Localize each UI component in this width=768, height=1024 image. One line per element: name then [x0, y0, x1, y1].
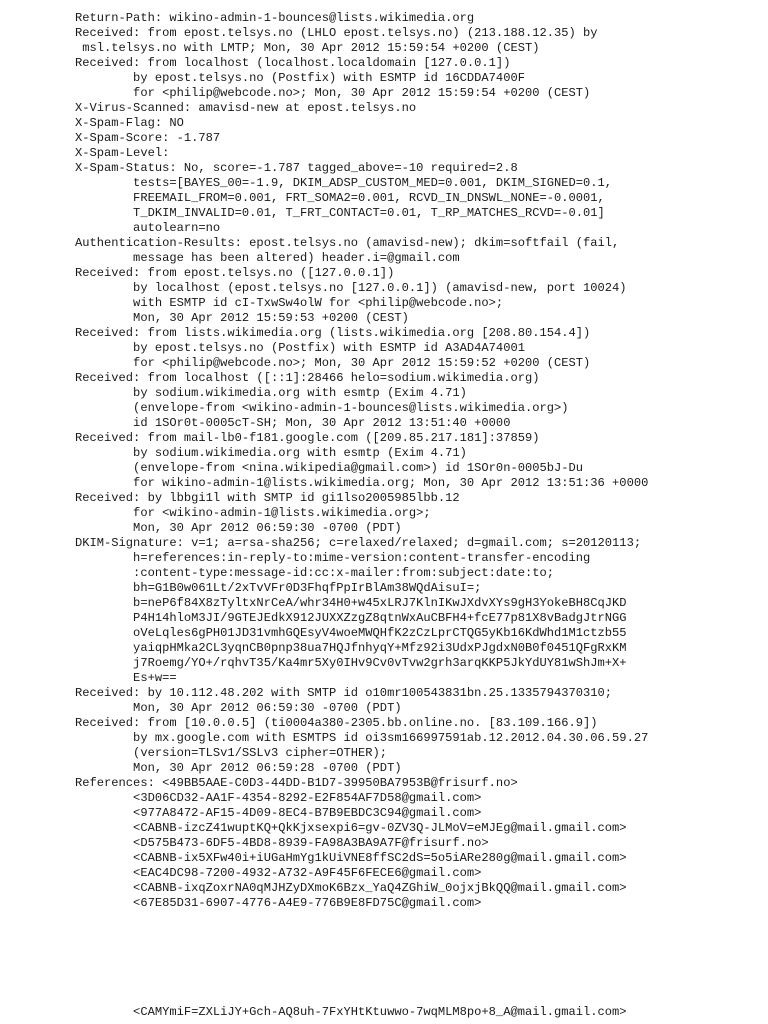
header-line: <EAC4DC98-7200-4932-A732-A9F45F6FECE6@gmail.com> — [75, 866, 482, 880]
header-line: bh=G1B0w061Lt/2xTvVFr0D3FhqfPpIrBlAm38WQdAisuI=; — [75, 581, 482, 595]
header-line: References: <49BB5AAE-C0D3-44DD-B1D7-39950BA7953B@frisurf.no> — [75, 776, 518, 790]
header-line: :content-type:message-id:cc:x-mailer:from:subject:date:to; — [75, 566, 554, 580]
header-line: Received: from epost.telsys.no ([127.0.0.1]) — [75, 266, 395, 280]
header-line: Authentication-Results: epost.telsys.no (amavisd-new); dkim=softfail (fail, — [75, 236, 620, 250]
header-line: Mon, 30 Apr 2012 15:59:53 +0200 (CEST) — [75, 311, 409, 325]
header-line: by mx.google.com with ESMTPS id oi3sm166997591ab.12.2012.04.30.06.59.27 — [75, 731, 649, 745]
header-line: id 1SOr0t-0005cT-SH; Mon, 30 Apr 2012 13:51:40 +0000 — [75, 416, 511, 430]
header-line: Received: from lists.wikimedia.org (lists.wikimedia.org [208.80.154.4]) — [75, 326, 591, 340]
header-line: Es+w== — [75, 671, 177, 685]
header-line: msl.telsys.no with LMTP; Mon, 30 Apr 2012 15:59:54 +0200 (CEST) — [75, 41, 540, 55]
header-line: X-Spam-Level: — [75, 146, 170, 160]
header-line: P4H14hloM3JI/9GTEJEdkX912JUXXZzgZ8qtnWxAuCBFH4+fcE77p81X8vBadgJtrNGG — [75, 611, 627, 625]
header-line: X-Spam-Status: No, score=-1.787 tagged_above=-10 required=2.8 — [75, 161, 518, 175]
header-line: FREEMAIL_FROM=0.001, FRT_SOMA2=0.001, RCVD_IN_DNSWL_NONE=-0.0001, — [75, 191, 605, 205]
header-line: j7Roemg/YO+/rqhvT35/Ka4mr5Xy0IHv9Cv0vTvw2grh3arqKKP5JkYdUY81wShJm+X+ — [75, 656, 627, 670]
header-line: for <wikino-admin-1@lists.wikimedia.org>; — [75, 506, 431, 520]
header-line: for <philip@webcode.no>; Mon, 30 Apr 2012 15:59:54 +0200 (CEST) — [75, 86, 591, 100]
header-line: for <philip@webcode.no>; Mon, 30 Apr 2012 15:59:52 +0200 (CEST) — [75, 356, 591, 370]
header-line: Received: from localhost ([::1]:28466 helo=sodium.wikimedia.org) — [75, 371, 540, 385]
header-line: Mon, 30 Apr 2012 06:59:28 -0700 (PDT) — [75, 761, 402, 775]
header-line: for wikino-admin-1@lists.wikimedia.org; Mon, 30 Apr 2012 13:51:36 +0000 — [75, 476, 649, 490]
header-line: by localhost (epost.telsys.no [127.0.0.1]) (amavisd-new, port 10024) — [75, 281, 627, 295]
header-line: <CABNB-ixqZoxrNA0qMJHZyDXmoK6Bzx_YaQ4ZGhiW_0ojxjBkQQ@mail.gmail.com> — [75, 881, 627, 895]
header-line: (version=TLSv1/SSLv3 cipher=OTHER); — [75, 746, 388, 760]
header-line: Mon, 30 Apr 2012 06:59:30 -0700 (PDT) — [75, 521, 402, 535]
header-line: message has been altered) header.i=@gmail.com — [75, 251, 460, 265]
header-line: X-Spam-Flag: NO — [75, 116, 184, 130]
header-line: yaiqpHMka2CL3yqnCB0pnp38ua7HQJfnhyqY+Mfz92i3UdxPJgdxN0B0f0451QFgRxKM — [75, 641, 627, 655]
header-line: (envelope-from <nina.wikipedia@gmail.com>) id 1SOr0n-0005bJ-Du — [75, 461, 584, 475]
header-line: Mon, 30 Apr 2012 06:59:30 -0700 (PDT) — [75, 701, 402, 715]
header-line: <CABNB-izcZ41wuptKQ+QkKjxsexpi6=gv-0ZV3Q-JLMoV=eMJEg@mail.gmail.com> — [75, 821, 627, 835]
header-line: Received: from epost.telsys.no (LHLO epost.telsys.no) (213.188.12.35) by — [75, 26, 598, 40]
header-line: Received: from [10.0.0.5] (ti0004a380-2305.bb.online.no. [83.109.166.9]) — [75, 716, 598, 730]
header-line: Return-Path: wikino-admin-1-bounces@lists.wikimedia.org — [75, 11, 475, 25]
header-line: <3D06CD32-AA1F-4354-8292-E2F854AF7D58@gmail.com> — [75, 791, 482, 805]
header-line: by epost.telsys.no (Postfix) with ESMTP id 16CDDA7400F — [75, 71, 525, 85]
raw-email-headers — [75, 11, 648, 911]
header-line: oVeLqles6gPH01JD31vmhGQEsyV4woeMWQHfK2zCzLprCTQG5yKb16KdWhd1M1ctzb55 — [75, 626, 627, 640]
header-line: by epost.telsys.no (Postfix) with ESMTP id A3AD4A74001 — [75, 341, 525, 355]
header-line: <977A8472-AF15-4D09-8EC4-B7B9EBDC3C94@gmail.com> — [75, 806, 482, 820]
header-line: Received: from localhost (localhost.localdomain [127.0.0.1]) — [75, 56, 511, 70]
header-line: Received: by lbbgi1l with SMTP id gi1lso2005985lbb.12 — [75, 491, 460, 505]
header-line: tests=[BAYES_00=-1.9, DKIM_ADSP_CUSTOM_MED=0.001, DKIM_SIGNED=0.1, — [75, 176, 613, 190]
header-line: with ESMTP id cI-TxwSw4olW for <philip@webcode.no>; — [75, 296, 504, 310]
header-line: Received: from mail-lb0-f181.google.com ([209.85.217.181]:37859) — [75, 431, 540, 445]
header-line: by sodium.wikimedia.org with esmtp (Exim 4.71) — [75, 386, 467, 400]
header-line: T_DKIM_INVALID=0.01, T_FRT_CONTACT=0.01, T_RP_MATCHES_RCVD=-0.01] — [75, 206, 605, 220]
header-line: <CABNB-ix5XFw40i+iUGaHmYg1kUiVNE8ffSC2dS=5o5iARe280g@mail.gmail.com> — [75, 851, 627, 865]
header-line: DKIM-Signature: v=1; a=rsa-sha256; c=relaxed/relaxed; d=gmail.com; s=20120113; — [75, 536, 642, 550]
header-line: Received: by 10.112.48.202 with SMTP id o10mr100543831bn.25.1335794370310; — [75, 686, 613, 700]
header-line: <67E85D31-6907-4776-A4E9-776B9E8FD75C@gmail.com> — [75, 896, 482, 910]
header-line: b=neP6f84X8zTyltxNrCeA/whr34H0+w45xLRJ7KlnIKwJXdvXYs9gH3YokeBH8CqJKD — [75, 596, 627, 610]
header-line: h=references:in-reply-to:mime-version:content-transfer-encoding — [75, 551, 591, 565]
header-line: X-Virus-Scanned: amavisd-new at epost.telsys.no — [75, 101, 417, 115]
header-line: X-Spam-Score: -1.787 — [75, 131, 221, 145]
header-line: <D575B473-6DF5-4BD8-8939-FA98A3BA9A7F@frisurf.no> — [75, 836, 489, 850]
references-trailing-entry: <CAMYmiF=ZXLiJY+Gch-AQ8uh-7FxYHtKtuwwo-7wqMLM8po+8_A@mail.gmail.com> — [75, 1005, 627, 1019]
header-line: autolearn=no — [75, 221, 221, 235]
header-line: (envelope-from <wikino-admin-1-bounces@lists.wikimedia.org>) — [75, 401, 569, 415]
header-line: by sodium.wikimedia.org with esmtp (Exim 4.71) — [75, 446, 467, 460]
